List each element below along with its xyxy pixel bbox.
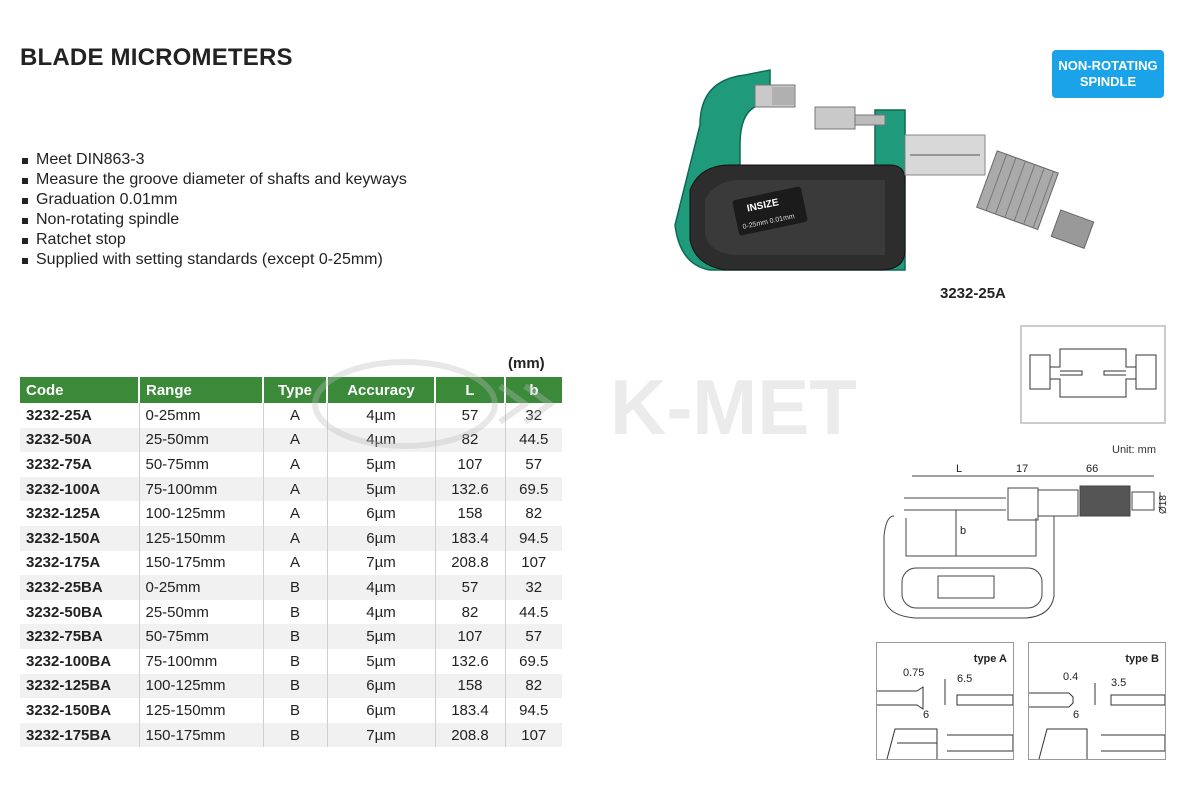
cell-range: 125-150mm [139,526,263,551]
cell-accuracy: 4µm [327,403,435,428]
cell-l: 183.4 [435,698,505,723]
cell-type: A [263,477,327,502]
table-row [20,526,562,551]
tip-b-dim-1: 0.4 [1063,671,1079,683]
feature-list [22,150,407,270]
dim-66: 66 [1086,463,1099,475]
drawing-unit-label: Unit: mm [1112,444,1156,456]
cell-code: 3232-125A [20,501,139,526]
header-b: b [505,377,562,403]
feature-item: Graduation 0.01mm [22,190,407,210]
cell-l: 107 [435,624,505,649]
cell-l: 132.6 [435,649,505,674]
feature-item: Measure the groove diameter of shafts and keyways [22,170,407,190]
cell-b: 82 [505,674,562,699]
cell-range: 25-50mm [139,428,263,453]
photo-caption: 3232-25A [940,285,1006,302]
table-row [20,600,562,625]
cell-range: 150-175mm [139,723,263,748]
feature-item: Meet DIN863-3 [22,150,407,170]
cell-b: 57 [505,624,562,649]
table-row [20,575,562,600]
cell-accuracy: 6µm [327,501,435,526]
cell-type: B [263,575,327,600]
cell-b: 82 [525,505,543,523]
cell-range: 125-150mm [139,698,263,723]
table-row [20,501,562,526]
cell-type: A [263,526,327,551]
cell-range: 50-75mm [139,452,263,477]
cell-accuracy: 5µm [327,649,435,674]
cell-type: B [263,600,327,625]
cell-range: 0-25mm [139,403,263,428]
cell-code: 3232-150A [20,526,139,551]
tip-a-dim-2: 6.5 [957,673,973,685]
cell-range: 75-100mm [139,477,263,502]
cell-b: 69.5 [505,477,562,502]
cell-type: B [263,723,327,748]
tip-a-dim-1: 0.75 [903,667,925,679]
header-accuracy: Accuracy [327,377,435,403]
page-title: BLADE MICROMETERS [20,44,293,71]
tip-b-label: type B [1125,653,1159,665]
tip-b-dim-2: 3.5 [1111,677,1127,689]
table-row [20,477,562,502]
feature-item: Non-rotating spindle [22,210,407,230]
table-row [20,649,562,674]
cell-l: 132.6 [435,477,505,502]
cell-type: A [263,403,327,428]
cell-code: 3232-50BA [20,600,139,625]
photo-logo-text: INSIZE [745,197,780,215]
badge-line-2: SPINDLE [1079,74,1137,89]
cell-l: 82 [435,428,505,453]
cell-range: 50-75mm [139,624,263,649]
cell-range: 75-100mm [139,649,263,674]
cell-code: 3232-75BA [20,624,139,649]
cell-b: 57 [525,455,543,473]
cell-l: 183.4 [435,526,505,551]
cell-b: 107 [505,723,562,748]
photo-frame-label: 0-25mm 0.01mm [742,213,796,231]
badge-line-1: NON-ROTATING [1058,58,1158,73]
header-type: Type [263,377,327,403]
watermark-text: K-MET [610,363,857,451]
cell-accuracy: 4µm [327,600,435,625]
tip-detail-type-b [1028,642,1166,760]
cell-b: 94.5 [519,701,549,719]
tip-detail-type-a [876,642,1014,760]
cell-b: 69.5 [519,652,549,670]
cell-type: A [263,501,327,526]
cell-range: 0-25mm [139,575,263,600]
cell-b: 32 [505,575,562,600]
table-row [20,452,562,477]
table-row [20,674,562,699]
cell-l: 57 [435,575,505,600]
cell-accuracy: 6µm [327,526,435,551]
table-row [20,403,562,428]
header-code: Code [20,377,139,403]
cell-l: 107 [435,452,505,477]
cell-code: 3232-150BA [20,698,139,723]
table-row [20,551,562,576]
tip-a-label: type A [973,653,1007,665]
cell-l: 158 [435,674,505,699]
dim-l: L [956,463,963,475]
tip-b-drawing [1029,643,1165,759]
cell-range: 150-175mm [139,551,263,576]
cell-range: 100-125mm [139,501,263,526]
micrometer-photo [660,65,1110,295]
cell-code: 3232-175A [20,551,139,576]
cell-b: 107 [521,554,547,572]
cell-l: 57 [435,403,505,428]
cell-l: 208.8 [435,723,505,748]
cell-b: 32 [525,406,543,424]
cell-b: 44.5 [519,603,549,621]
feature-item: Supplied with setting standards (except 0-25mm) [22,250,407,270]
blade-closeup-diagram [1020,325,1166,424]
cell-accuracy: 4µm [327,575,435,600]
header-range: Range [139,377,263,403]
feature-item: Ratchet stop [22,230,407,250]
table-header-row [20,377,562,403]
cell-accuracy: 5µm [327,624,435,649]
cell-type: B [263,698,327,723]
cell-type: B [263,649,327,674]
cell-type: B [263,624,327,649]
cell-code: 3232-50A [20,428,139,453]
cell-l: 208.8 [435,551,505,576]
header-l: L [435,377,505,403]
cell-l: 158 [435,501,505,526]
cell-accuracy: 5µm [327,452,435,477]
dim-b: b [960,525,967,537]
cell-code: 3232-100A [20,477,139,502]
cell-accuracy: 6µm [327,698,435,723]
dim-diameter: Ø18 [1158,495,1169,514]
cell-range: 100-125mm [139,674,263,699]
cell-code: 3232-125BA [20,674,139,699]
cell-code: 3232-75A [20,452,139,477]
table-row [20,428,562,453]
cell-code: 3232-175BA [20,723,139,748]
cell-code: 3232-100BA [20,649,139,674]
blade-closeup-svg [1022,327,1164,422]
cell-type: A [263,428,327,453]
cell-code: 3232-25A [20,403,139,428]
dimension-drawing [876,456,1176,626]
cell-accuracy: 7µm [327,551,435,576]
cell-accuracy: 7µm [327,723,435,748]
cell-type: B [263,674,327,699]
tip-a-drawing [877,643,1013,759]
cell-accuracy: 5µm [327,477,435,502]
table-row [20,723,562,748]
cell-range: 25-50mm [139,600,263,625]
tip-b-dim-3: 6 [1073,709,1080,721]
table-unit: (mm) [508,355,545,372]
cell-type: A [263,452,327,477]
cell-type: A [263,551,327,576]
cell-b: 94.5 [505,526,562,551]
table-row [20,624,562,649]
cell-l: 82 [435,600,505,625]
table-row [20,698,562,723]
cell-accuracy: 4µm [327,428,435,453]
dim-17: 17 [1016,463,1029,475]
cell-code: 3232-25BA [20,575,139,600]
tip-a-dim-3: 6 [923,709,930,721]
spec-table [20,377,562,747]
cell-b: 44.5 [505,428,562,453]
cell-accuracy: 6µm [327,674,435,699]
